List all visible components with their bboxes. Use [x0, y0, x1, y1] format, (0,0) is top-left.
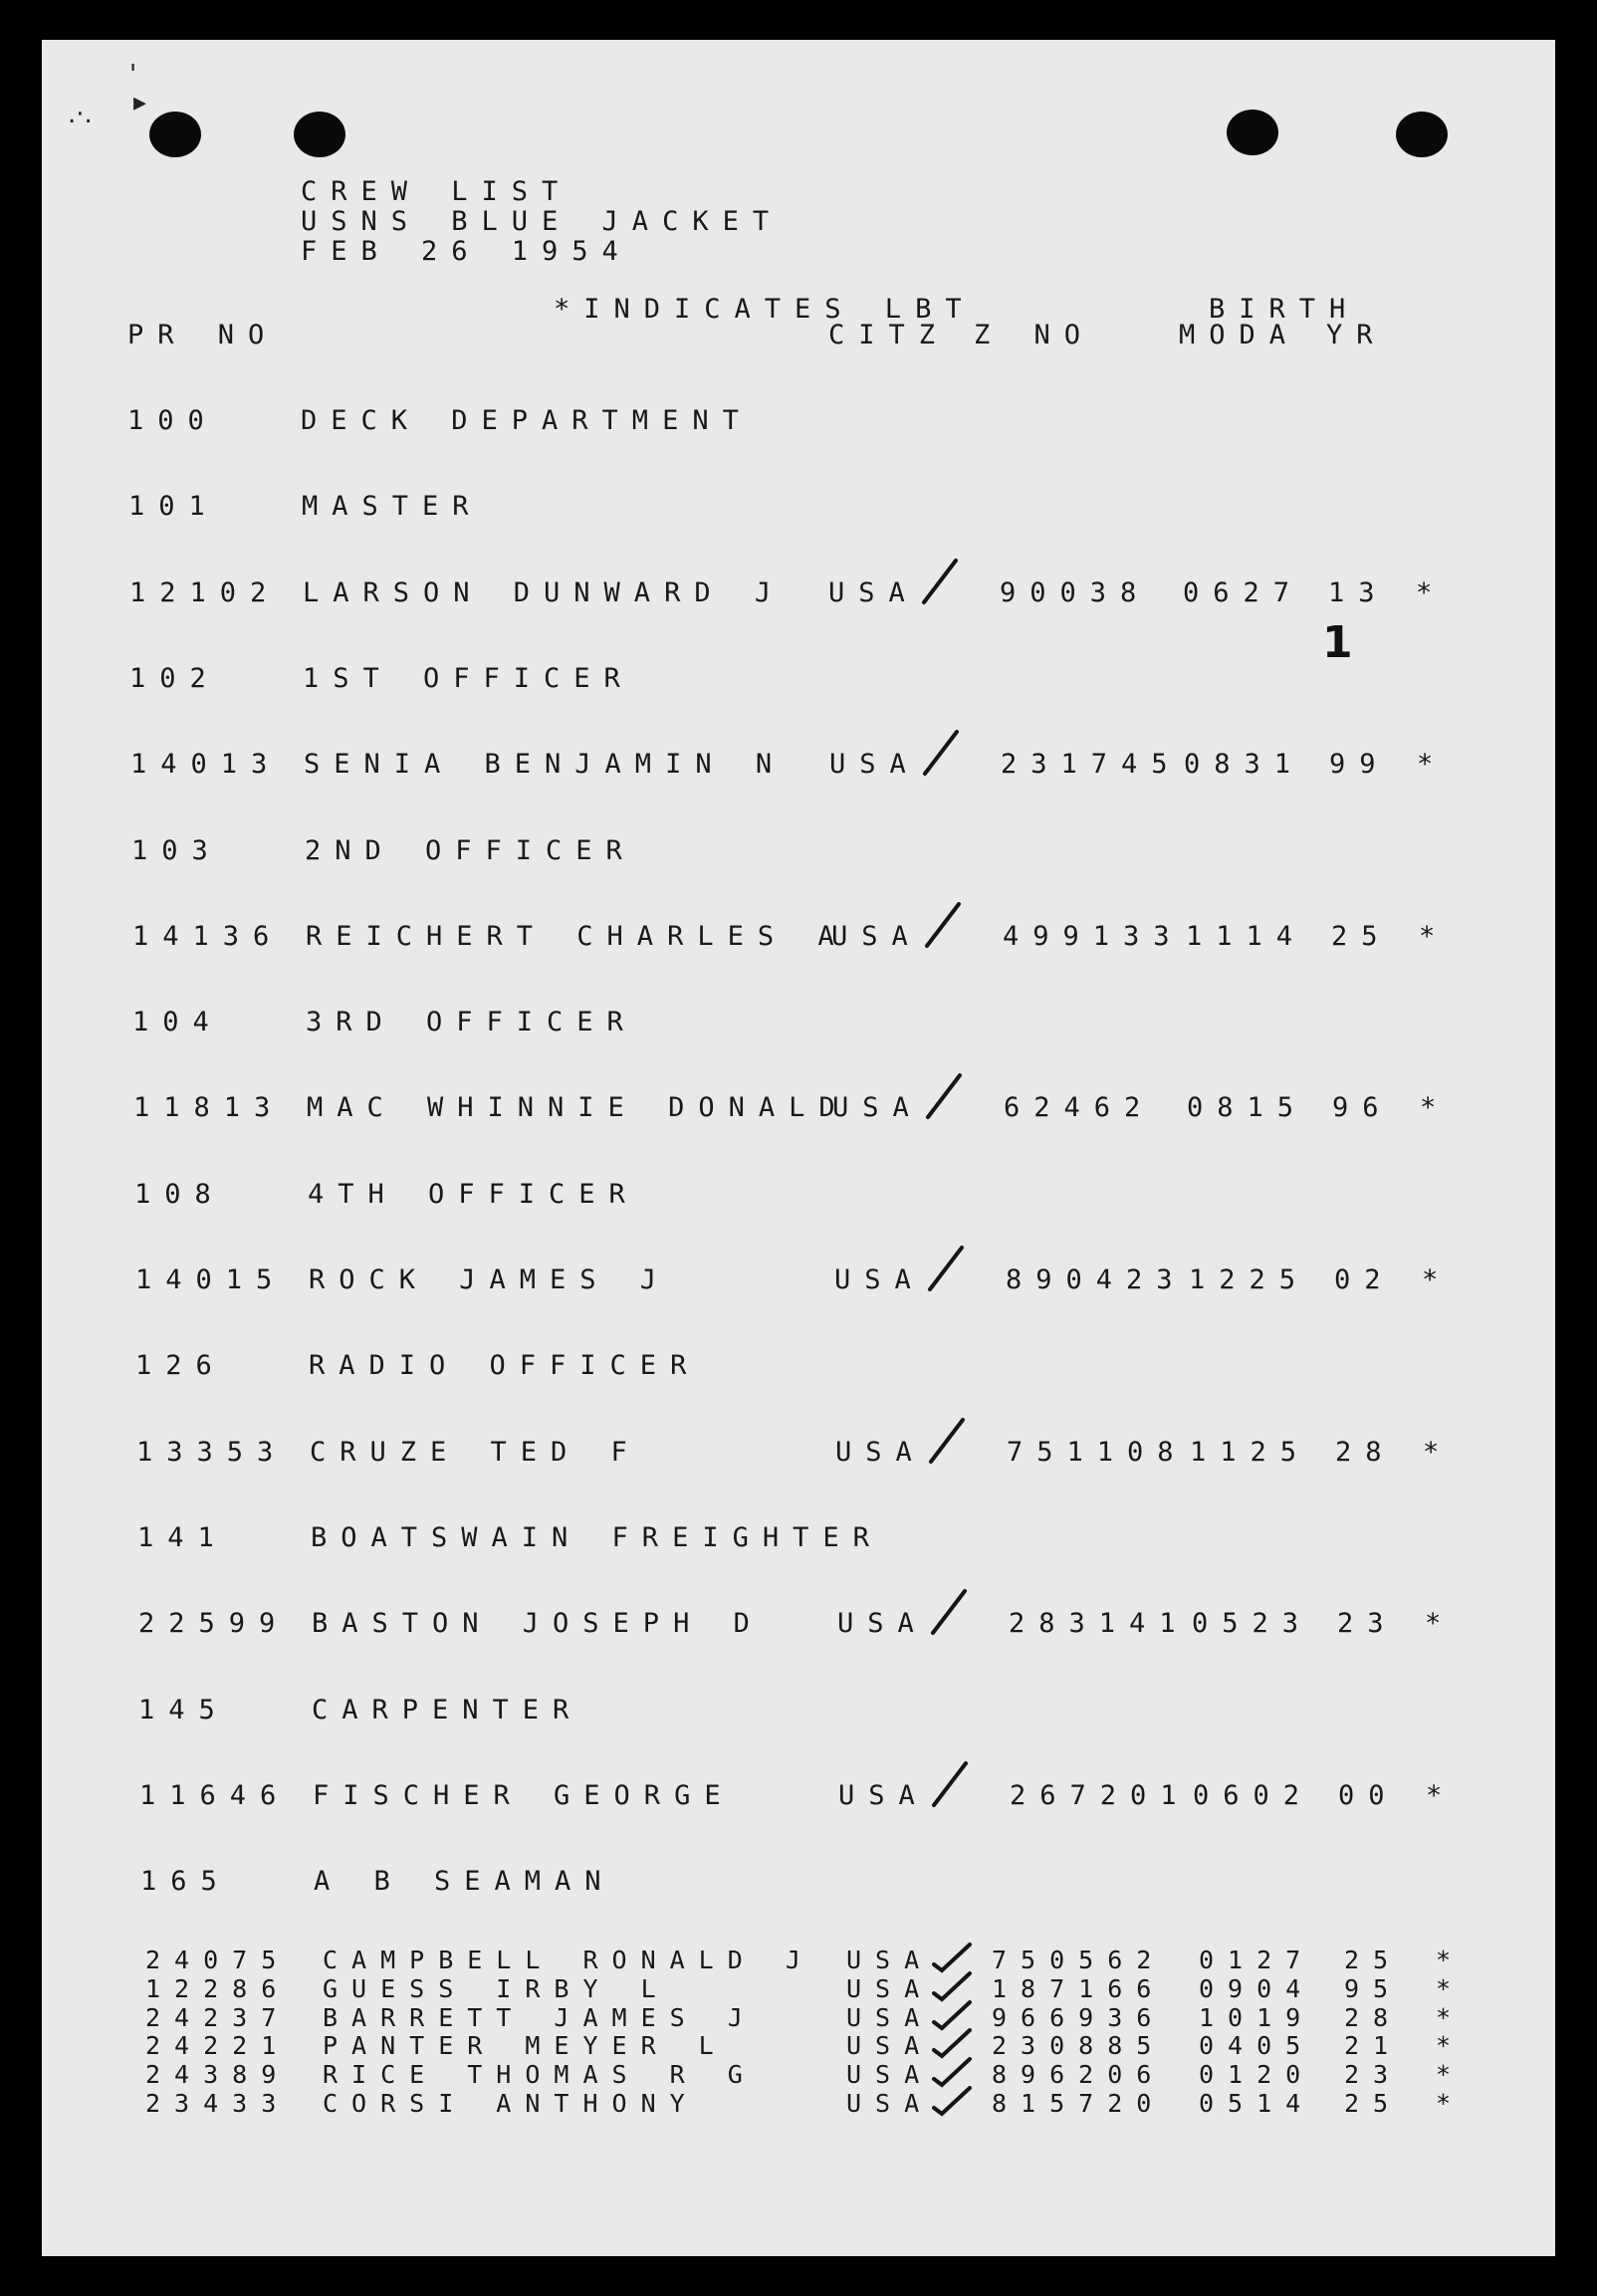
z-number: 90038 — [1000, 577, 1151, 608]
birth-year: 99 — [1329, 749, 1390, 780]
birth-heading: BIRTH — [1209, 294, 1360, 325]
birth-year: 28 — [1344, 2003, 1403, 2032]
check-mark-icon — [920, 557, 960, 606]
lbt-flag: * — [1436, 2089, 1466, 2118]
check-mark-icon — [923, 900, 963, 950]
z-number: 283141 — [1009, 1608, 1190, 1639]
z-no-heading: Z NO — [974, 320, 1095, 350]
birth-year: 95 — [1344, 1974, 1403, 2003]
birth-moda: 1125 — [1190, 1437, 1311, 1468]
pr-number: 12102 — [129, 577, 281, 608]
check-mark-icon — [930, 2084, 974, 2118]
section-title: DECK DEPARTMENT — [301, 405, 753, 436]
citizenship: USA — [834, 1264, 925, 1295]
section-title: 4TH OFFICER — [308, 1179, 639, 1210]
citizenship: USA — [838, 1780, 929, 1811]
pr-number: 100 — [127, 405, 218, 436]
citizenship: USA — [828, 577, 919, 608]
pr-number: 165 — [140, 1866, 231, 1897]
pr-number: 22599 — [138, 1608, 290, 1639]
section-title: 1ST OFFICER — [303, 663, 634, 694]
birth-year: 02 — [1334, 1264, 1395, 1295]
birth-moda: 0602 — [1193, 1780, 1314, 1811]
pr-number: 104 — [132, 1007, 223, 1037]
section-title: 3RD OFFICER — [306, 1007, 637, 1037]
z-number: 815720 — [992, 2089, 1166, 2118]
document-page — [42, 40, 1555, 2256]
z-number: 896206 — [992, 2060, 1166, 2089]
lbt-flag: * — [1436, 2003, 1466, 2032]
lbt-flag: * — [1436, 2031, 1466, 2060]
page-number: 1 — [1322, 617, 1353, 668]
birth-year: 23 — [1344, 2060, 1403, 2089]
pr-number: 145 — [138, 1695, 229, 1725]
birth-year: 25 — [1344, 1946, 1403, 1974]
punch-hole — [149, 112, 201, 157]
z-number: 499133 — [1003, 921, 1184, 952]
birth-year: 28 — [1335, 1437, 1396, 1468]
crew-name: REICHERT CHARLES A — [306, 921, 848, 952]
citizenship: USA — [829, 749, 920, 780]
check-mark-icon — [924, 1071, 964, 1121]
ink-speck: .·. — [68, 100, 93, 129]
lbt-flag: * — [1420, 1092, 1451, 1123]
lbt-flag: * — [1417, 749, 1448, 780]
pr-number: 14013 — [130, 749, 282, 780]
birth-moda: 0904 — [1199, 1974, 1315, 2003]
citz-heading: CITZ — [828, 320, 950, 350]
section-title: MASTER — [302, 491, 483, 522]
pr-number: 14136 — [132, 921, 284, 952]
section-title: A B SEAMAN — [314, 1866, 615, 1897]
citizenship: USA — [835, 1437, 926, 1468]
lbt-flag: * — [1425, 1608, 1456, 1639]
pr-number: 11813 — [133, 1092, 285, 1123]
lbt-legend: *INDICATES LBT — [554, 294, 976, 325]
crew-name: LARSON DUNWARD J — [303, 577, 786, 608]
pr-number: 108 — [134, 1179, 225, 1210]
crew-name: CORSI ANTHONY — [323, 2089, 699, 2118]
citizenship: USA — [846, 2060, 934, 2089]
z-number: 231745 — [1001, 749, 1182, 780]
crew-name: SENIA BENJAMIN N — [304, 749, 787, 780]
birth-year: 25 — [1331, 921, 1392, 952]
z-number: 750562 — [992, 1946, 1166, 1974]
pr-number: 23433 — [145, 2089, 291, 2118]
check-mark-icon — [930, 1759, 970, 1809]
ink-speck: ' — [129, 60, 137, 90]
crew-name: MAC WHINNIE DONALD — [307, 1092, 849, 1123]
pr-number: 24389 — [145, 2060, 291, 2089]
check-mark-icon — [926, 1244, 966, 1293]
birth-year: 25 — [1344, 2089, 1403, 2118]
z-number: 187166 — [992, 1974, 1166, 2003]
pr-no-heading: PR NO — [127, 320, 279, 350]
z-number: 966936 — [992, 2003, 1166, 2032]
pr-number: 12286 — [145, 1974, 291, 2003]
pr-number: 24221 — [145, 2031, 291, 2060]
pr-number: 126 — [135, 1350, 226, 1381]
citizenship: USA — [846, 1946, 934, 1974]
ink-speck: ▸ — [133, 88, 147, 117]
header-line-1: CREW LIST — [301, 176, 572, 207]
z-number: 62462 — [1004, 1092, 1155, 1123]
citizenship: USA — [846, 2031, 934, 2060]
birth-moda: 0514 — [1199, 2089, 1315, 2118]
pr-number: 103 — [131, 835, 222, 866]
section-title: BOATSWAIN FREIGHTER — [311, 1522, 883, 1553]
birth-moda: 0405 — [1199, 2031, 1315, 2060]
moda-heading: MODA — [1179, 320, 1300, 350]
pr-number: 13353 — [136, 1437, 288, 1468]
birth-moda: 0127 — [1199, 1946, 1315, 1974]
crew-name: CAMPBELL RONALD J — [323, 1946, 814, 1974]
section-title: CARPENTER — [312, 1695, 583, 1725]
crew-name: BARRETT JAMES J — [323, 2003, 757, 2032]
lbt-flag: * — [1436, 1974, 1466, 2003]
lbt-flag: * — [1426, 1780, 1457, 1811]
pr-number: 14015 — [135, 1264, 287, 1295]
lbt-flag: * — [1419, 921, 1450, 952]
check-mark-icon — [921, 728, 961, 778]
header-line-3: FEB 26 1954 — [301, 236, 632, 267]
birth-moda: 0831 — [1184, 749, 1305, 780]
crew-name: CRUZE TED F — [310, 1437, 641, 1468]
birth-moda: 1114 — [1186, 921, 1307, 952]
crew-name: PANTER MEYER L — [323, 2031, 728, 2060]
pr-number: 102 — [129, 663, 220, 694]
check-mark-icon — [927, 1416, 967, 1466]
citizenship: USA — [846, 1974, 934, 2003]
pr-number: 24237 — [145, 2003, 291, 2032]
birth-moda: 0523 — [1192, 1608, 1313, 1639]
pr-number: 24075 — [145, 1946, 291, 1974]
pr-number: 11646 — [139, 1780, 291, 1811]
crew-name: FISCHER GEORGE — [313, 1780, 735, 1811]
pr-number: 141 — [137, 1522, 228, 1553]
crew-name: BASTON JOSEPH D — [312, 1608, 764, 1639]
z-number: 230885 — [992, 2031, 1166, 2060]
z-number: 751108 — [1007, 1437, 1188, 1468]
lbt-flag: * — [1436, 1946, 1466, 1974]
birth-year: 21 — [1344, 2031, 1403, 2060]
punch-hole — [1396, 112, 1448, 157]
punch-hole — [294, 112, 345, 157]
birth-year: 23 — [1337, 1608, 1398, 1639]
crew-name: RICE THOMAS R G — [323, 2060, 757, 2089]
birth-moda: 1225 — [1189, 1264, 1310, 1295]
citizenship: USA — [837, 1608, 928, 1639]
check-mark-icon — [929, 1587, 969, 1637]
z-number: 267201 — [1010, 1780, 1191, 1811]
yr-heading: YR — [1326, 320, 1387, 350]
citizenship: USA — [832, 1092, 923, 1123]
birth-moda: 0120 — [1199, 2060, 1315, 2089]
section-title: RADIO OFFICER — [309, 1350, 701, 1381]
lbt-flag: * — [1436, 2060, 1466, 2089]
crew-name: GUESS IRBY L — [323, 1974, 670, 2003]
birth-moda: 0815 — [1187, 1092, 1308, 1123]
birth-moda: 0627 — [1183, 577, 1304, 608]
lbt-flag: * — [1416, 577, 1447, 608]
lbt-flag: * — [1423, 1437, 1454, 1468]
birth-year: 96 — [1332, 1092, 1393, 1123]
lbt-flag: * — [1422, 1264, 1453, 1295]
birth-moda: 1019 — [1199, 2003, 1315, 2032]
birth-year: 13 — [1328, 577, 1389, 608]
z-number: 890423 — [1006, 1264, 1187, 1295]
citizenship: USA — [846, 2003, 934, 2032]
header-line-2: USNS BLUE JACKET — [301, 206, 784, 237]
section-title: 2ND OFFICER — [305, 835, 636, 866]
pr-number: 101 — [128, 491, 219, 522]
citizenship: USA — [831, 921, 922, 952]
birth-year: 00 — [1338, 1780, 1399, 1811]
crew-name: ROCK JAMES J — [309, 1264, 671, 1295]
punch-hole — [1227, 110, 1278, 155]
citizenship: USA — [846, 2089, 934, 2118]
